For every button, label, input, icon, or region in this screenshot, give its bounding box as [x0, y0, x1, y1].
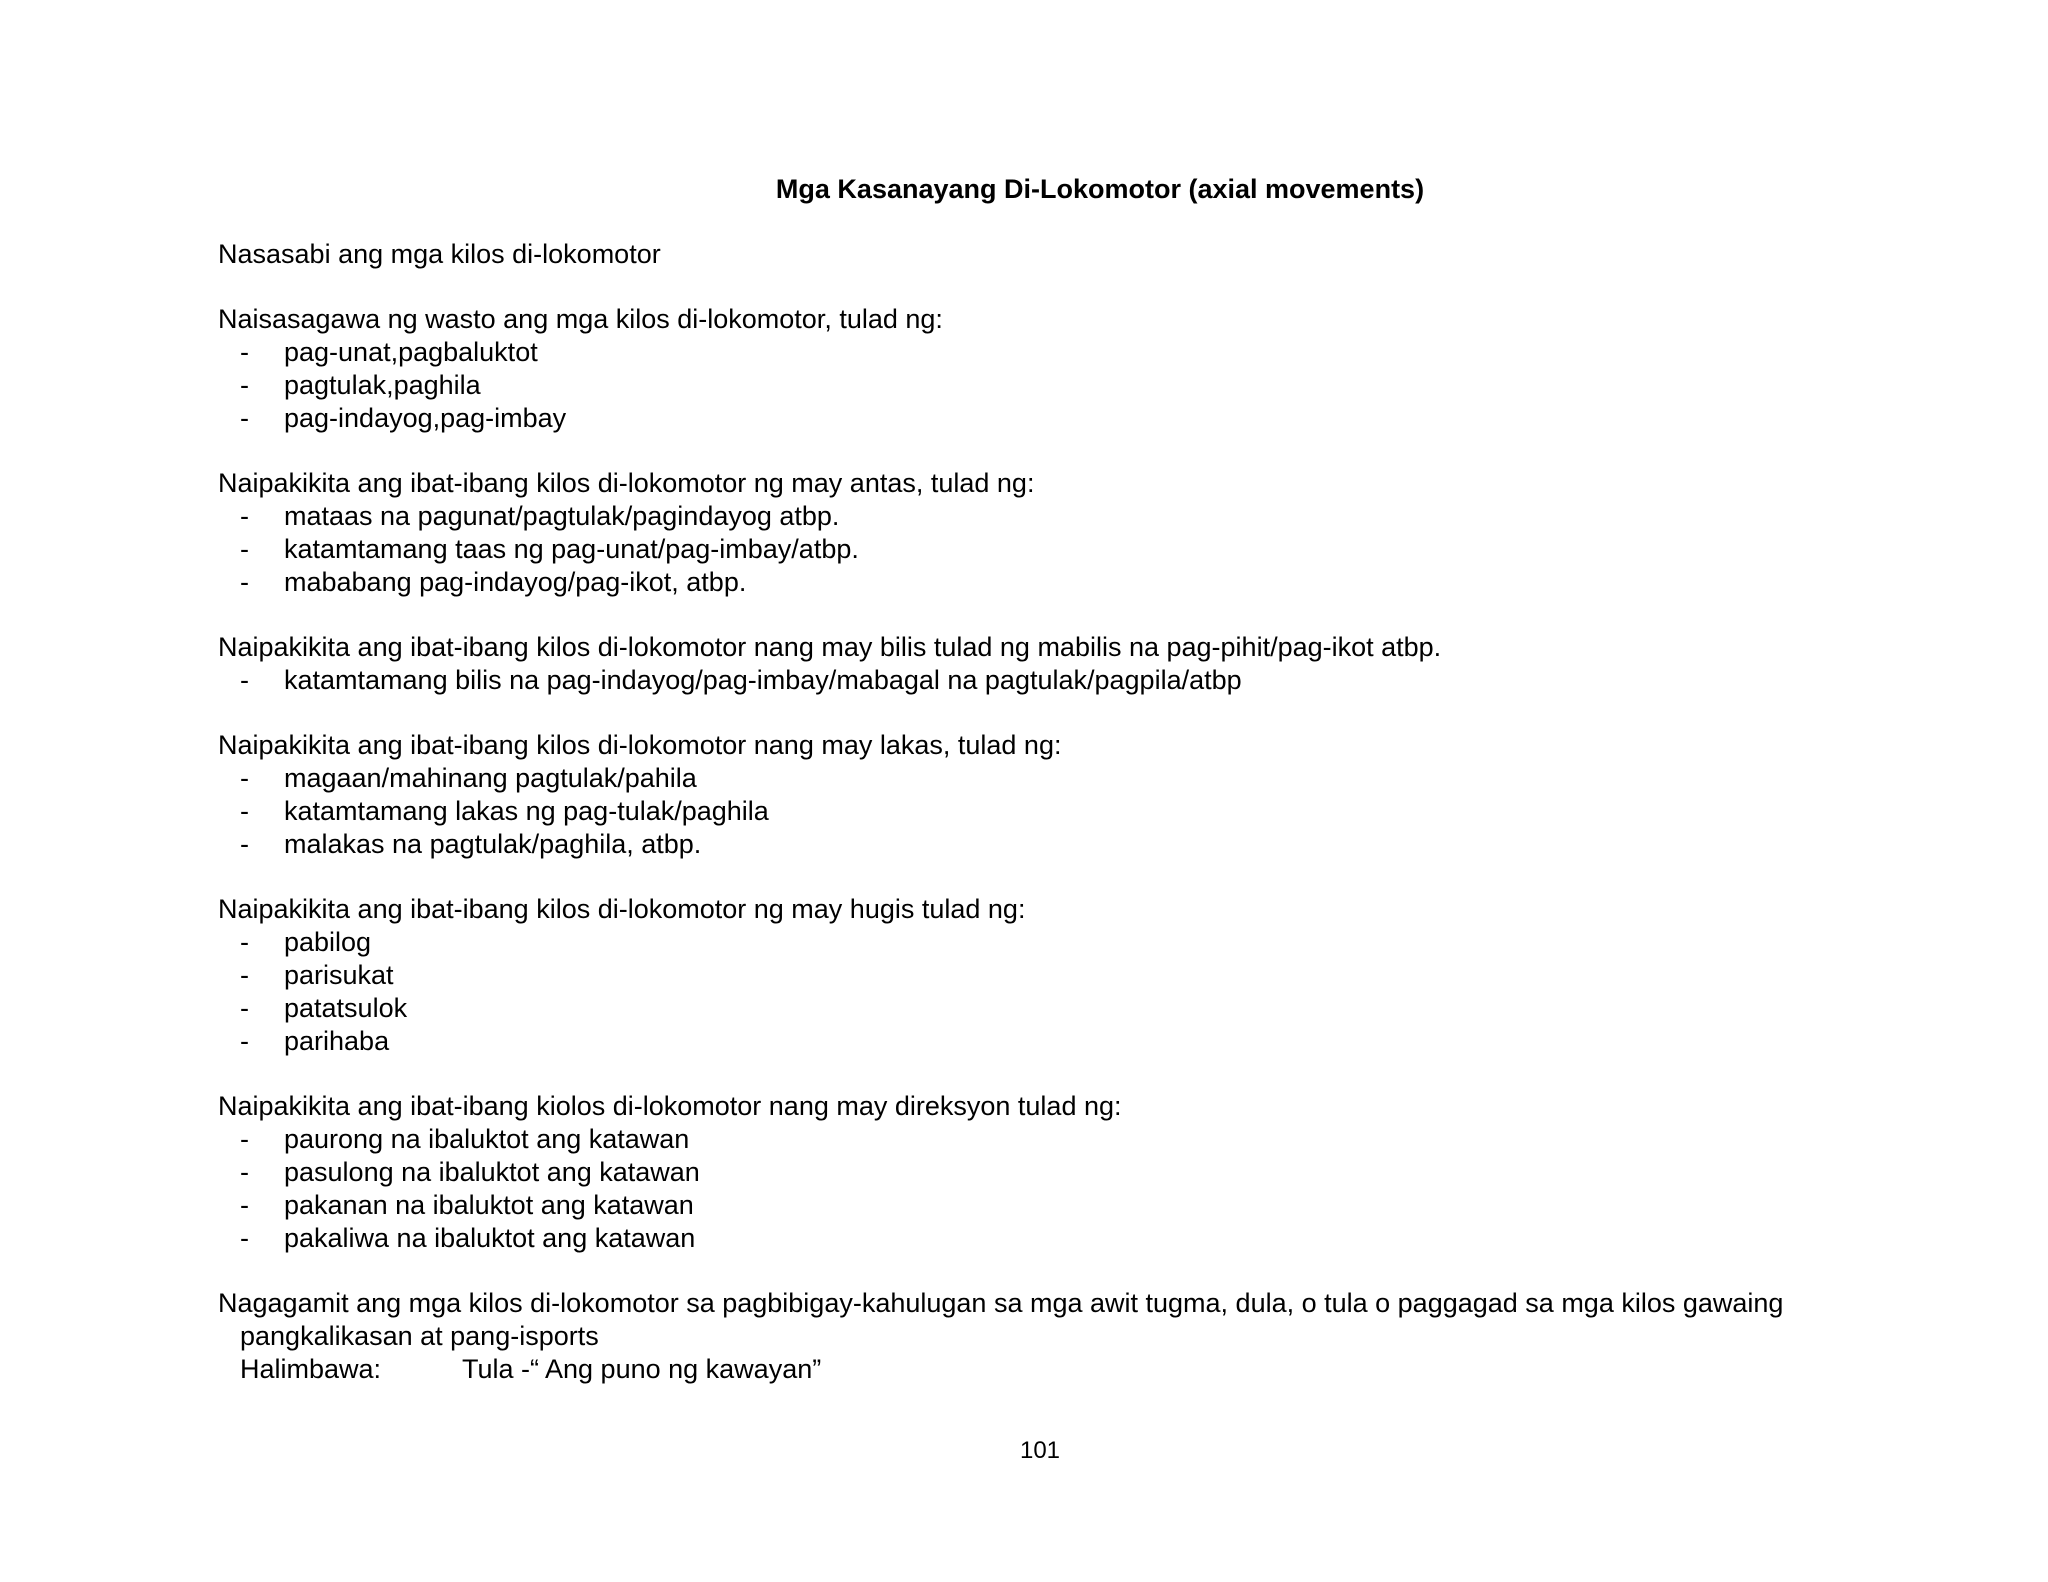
document-title: Mga Kasanayang Di-Lokomotor (axial movements) [775, 174, 1425, 204]
list-item-text: parisukat [284, 960, 394, 990]
list-item [218, 336, 1918, 369]
example-row [218, 1353, 1918, 1386]
list-item-text: pag-indayog,pag-imbay [284, 403, 567, 433]
list-item-text: pagtulak,paghila [284, 370, 481, 400]
list-item-text: magaan/mahinang pagtulak/pahila [284, 763, 697, 793]
list-item-text: katamtamang lakas ng pag-tulak/paghila [284, 796, 769, 826]
section-lakas [218, 729, 1918, 861]
section-direksyon [218, 1090, 1918, 1255]
example-value: Tula -“ Ang puno ng kawayan” [462, 1354, 822, 1384]
section-nasasabi [218, 238, 1918, 271]
list-item-text: pag-unat,pagbaluktot [284, 337, 538, 367]
section-heading: Naipakikita ang ibat-ibang kilos di-lokomotor ng may antas, tulad ng: [218, 468, 1035, 498]
list-item [218, 402, 1918, 435]
section-heading: Naipakikita ang ibat-ibang kiolos di-lokomotor nang may direksyon tulad ng: [218, 1091, 1122, 1121]
list-item-text: paurong na ibaluktot ang katawan [284, 1124, 690, 1154]
bullet-dash: - [240, 370, 249, 400]
list-item [218, 533, 1918, 566]
bullet-dash: - [240, 993, 249, 1023]
section-nagagamit [218, 1287, 1918, 1386]
list-item-text: pakanan na ibaluktot ang katawan [284, 1190, 694, 1220]
bullet-dash: - [240, 1190, 249, 1220]
bullet-dash: - [240, 665, 249, 695]
list-item [218, 369, 1918, 402]
list-item-text: malakas na pagtulak/paghila, atbp. [284, 829, 702, 859]
list-item [218, 500, 1918, 533]
list-item [218, 664, 1918, 697]
bullet-dash: - [240, 927, 249, 957]
list-item [218, 762, 1918, 795]
section-heading: Nasasabi ang mga kilos di-lokomotor [218, 239, 661, 269]
list-item [218, 566, 1918, 599]
list-item-text: katamtamang bilis na pag-indayog/pag-imbay/mabagal na pagtulak/pagpila/atbp [284, 665, 1242, 695]
bullet-dash: - [240, 403, 249, 433]
list-item-text: mababang pag-indayog/pag-ikot, atbp. [284, 567, 747, 597]
list-item [218, 992, 1918, 1025]
section-bilis [218, 631, 1918, 697]
list-item [218, 1222, 1918, 1255]
list-item-text: pasulong na ibaluktot ang katawan [284, 1157, 700, 1187]
bullet-dash: - [240, 501, 249, 531]
section-heading: Naipakikita ang ibat-ibang kilos di-lokomotor nang may bilis tulad ng mabilis na pag-pihit/pag-ikot atbp. [218, 632, 1442, 662]
list-item [218, 1156, 1918, 1189]
section-antas [218, 467, 1918, 599]
list-item [218, 926, 1918, 959]
bullet-dash: - [240, 1223, 249, 1253]
section-heading: Naipakikita ang ibat-ibang kilos di-lokomotor ng may hugis tulad ng: [218, 894, 1026, 924]
list-item-text: pabilog [284, 927, 372, 957]
document-body [218, 238, 1918, 1418]
list-item [218, 959, 1918, 992]
bullet-dash: - [240, 567, 249, 597]
list-item-text: patatsulok [284, 993, 408, 1023]
list-item [218, 828, 1918, 861]
list-item-text: pakaliwa na ibaluktot ang katawan [284, 1223, 696, 1253]
bullet-dash: - [240, 1026, 249, 1056]
list-item-text: mataas na pagunat/pagtulak/pagindayog atbp. [284, 501, 840, 531]
bullet-dash: - [240, 1124, 249, 1154]
bullet-dash: - [240, 796, 249, 826]
list-item [218, 795, 1918, 828]
section-heading: Naipakikita ang ibat-ibang kilos di-lokomotor nang may lakas, tulad ng: [218, 730, 1062, 760]
page-number: 101 [1019, 1437, 1061, 1464]
section-naisasagawa [218, 303, 1918, 435]
bullet-dash: - [240, 1157, 249, 1187]
list-item [218, 1189, 1918, 1222]
bullet-dash: - [240, 829, 249, 859]
list-item-text: katamtamang taas ng pag-unat/pag-imbay/atbp. [284, 534, 859, 564]
section-hugis [218, 893, 1918, 1058]
section-heading: Naisasagawa ng wasto ang mga kilos di-lokomotor, tulad ng: [218, 304, 943, 334]
list-item [218, 1123, 1918, 1156]
section-heading: Nagagamit ang mga kilos di-lokomotor sa pagbibigay-kahulugan sa mga awit tugma, dula, o tula o paggagad sa mga kilos gawaing [218, 1288, 1784, 1318]
list-item-text: parihaba [284, 1026, 390, 1056]
list-item [218, 1025, 1918, 1058]
section-heading-continuation: pangkalikasan at pang-isports [240, 1321, 599, 1351]
example-label: Halimbawa: [240, 1354, 382, 1384]
bullet-dash: - [240, 337, 249, 367]
bullet-dash: - [240, 534, 249, 564]
bullet-dash: - [240, 763, 249, 793]
bullet-dash: - [240, 960, 249, 990]
